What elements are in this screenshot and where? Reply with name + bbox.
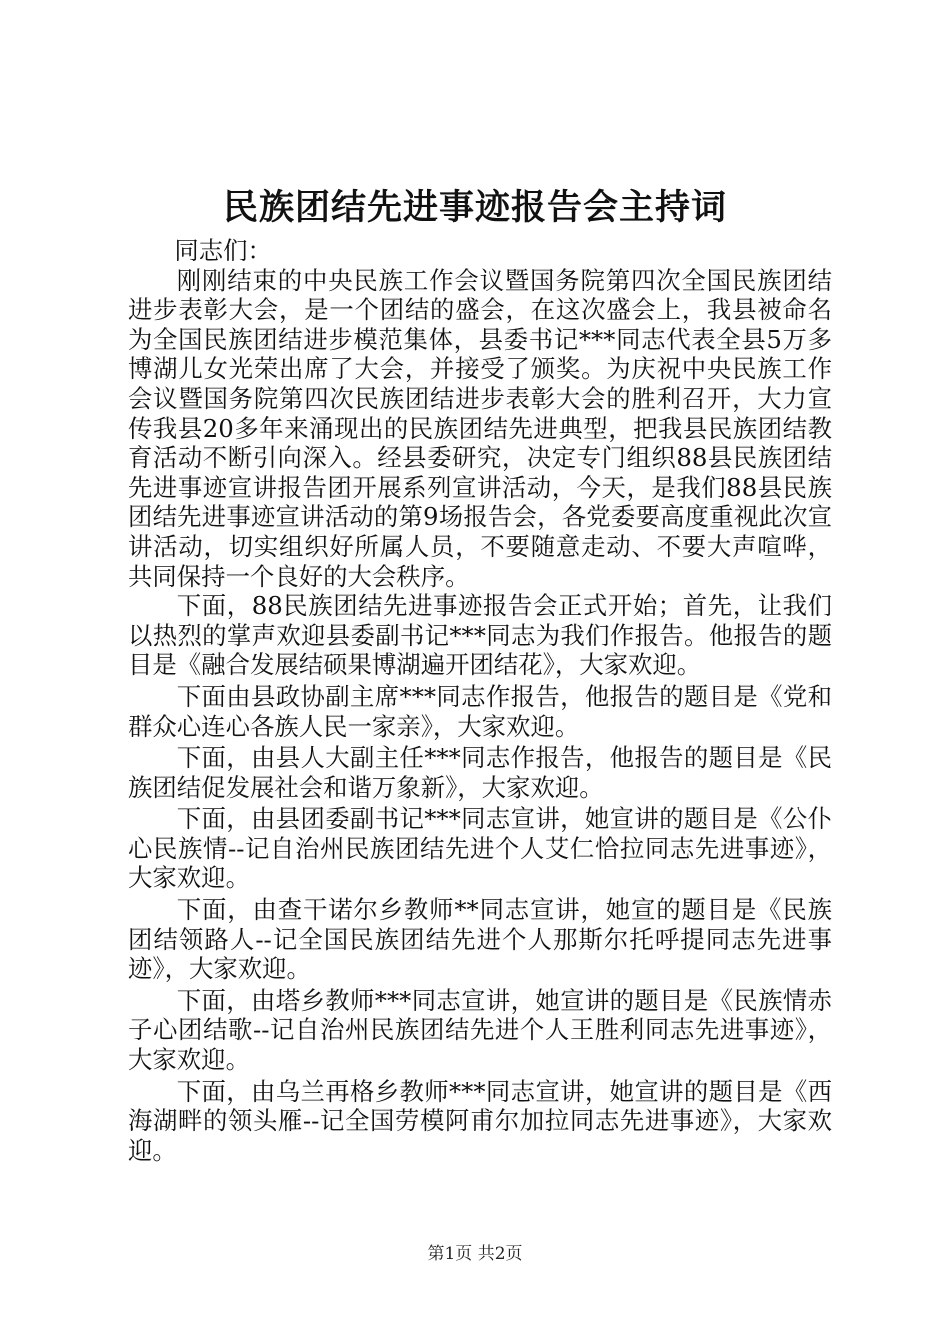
page-number-footer: 第1页 共2页 — [427, 1244, 523, 1264]
paragraph-wulanzaige-report: 下面，由乌兰再格乡教师***同志宣讲，她宣讲的题目是《西海湖畔的领头雁--记全国劳模阿甫尔加拉同志先进事迹》，大家欢迎。 — [128, 1076, 832, 1165]
paragraph-youth-league-report: 下面，由县团委副书记***同志宣讲，她宣讲的题目是《公仆心民族情--记自治州民族团结先进个人艾仁恰拉同志先进事迹》，大家欢迎。 — [128, 804, 832, 893]
paragraph-first-report: 下面，88民族团结先进事迹报告会正式开始；首先，让我们以热烈的掌声欢迎县委副书记***同志为我们作报告。他报告的题目是《融合发展结硕果博湖遍开团结花》，大家欢迎。 — [128, 591, 832, 680]
document-body — [128, 236, 832, 1165]
paragraph-chagannuoer-report: 下面，由查干诺尔乡教师**同志宣讲，她宣的题目是《民族团结领路人--记全国民族团结先进个人那斯尔托呼提同志先进事迹》，大家欢迎。 — [128, 895, 832, 984]
paragraph-npc-report: 下面，由县人大副主任***同志作报告，他报告的题目是《民族团结促发展社会和谐万象新》，大家欢迎。 — [128, 743, 832, 802]
paragraph-cppcc-report: 下面由县政协副主席***同志作报告，他报告的题目是《党和群众心连心各族人民一家亲》，大家欢迎。 — [128, 681, 832, 741]
salutation: 同志们： — [174, 236, 272, 265]
paragraph-opening: 刚刚结束的中央民族工作会议暨国务院第四次全国民族团结进步表彰大会，是一个团结的盛会，在这次盛会上，我县被命名为全国民族团结进步模范集体，县委书记***同志代表全县5万多博湖儿女光荣出席了大会，并接受了颁奖。为庆祝中央民族工作会议暨国务院第四次民族团结进步表彰大会的胜利召开，大力宣传我县20多年来涌现出的民族团结先进典型，把我县民族团结教育活动不断引向深入。经县委研究，决定专门组织88县民族团结先进事迹宣讲报告团开展系列宣讲活动，今天，是我们88县民族团结先进事迹宣讲活动的第9场报告会，各党委要高度重视此次宣讲活动，切实组织好所属人员，不要随意走动、不要大声喧哗，共同保持一个良好的大会秩序。 — [128, 265, 832, 591]
paragraph-ta-township-report: 下面，由塔乡教师***同志宣讲，她宣讲的题目是《民族情赤子心团结歌--记自治州民族团结先进个人王胜利同志先进事迹》，大家欢迎。 — [128, 985, 832, 1075]
document-title: 民族团结先进事迹报告会主持词 — [222, 187, 727, 228]
